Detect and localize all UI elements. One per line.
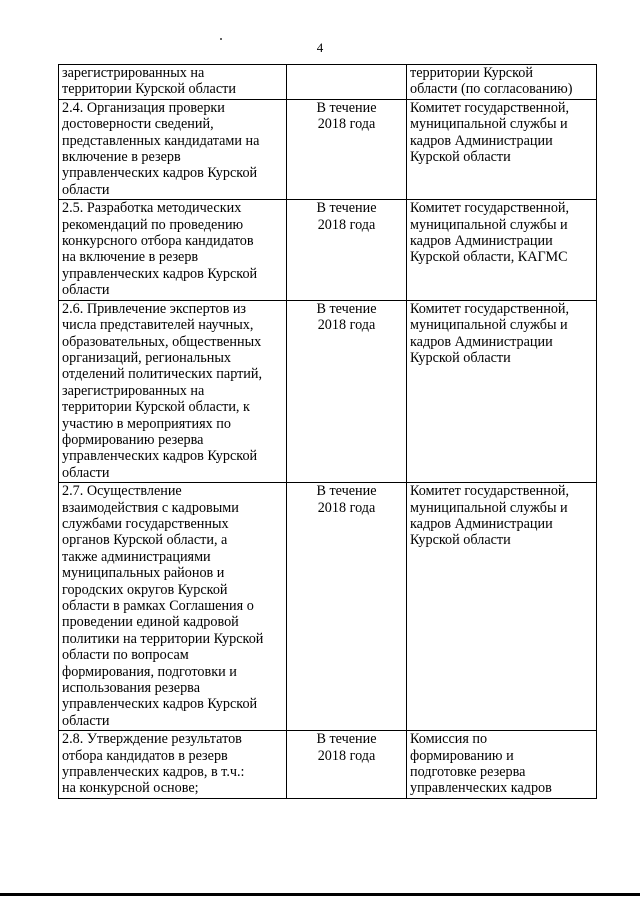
term-cell	[287, 99, 407, 199]
task-cell-line: городских округов Курской	[62, 581, 228, 598]
task-cell-line: формирования, подготовки и	[62, 663, 237, 680]
executor-cell-line: области (по согласованию)	[410, 81, 573, 98]
executor-cell-line: кадров Администрации	[410, 333, 553, 350]
task-cell-line: 2.8. Утверждение результатов	[62, 731, 242, 748]
task-cell-line: службами государственных	[62, 515, 229, 532]
term-cell-line: В течение	[316, 200, 377, 217]
term-cell-line: 2018 года	[317, 216, 376, 233]
task-cell-line: 2.7. Осуществление	[62, 483, 182, 500]
table-row	[59, 300, 597, 482]
task-cell-line: области по вопросам	[62, 647, 189, 664]
executor-cell	[407, 300, 597, 482]
term-cell-line: 2018 года	[317, 747, 376, 764]
term-cell	[287, 65, 407, 100]
task-cell-line: формированию резерва	[62, 431, 204, 448]
task-cell	[59, 300, 287, 482]
executor-cell-line: Курской области	[410, 149, 511, 166]
task-cell-line: зарегистрированных на	[62, 65, 205, 81]
task-cell-line: участию в мероприятиях по	[62, 415, 231, 432]
task-cell-line: территории Курской области, к	[62, 399, 250, 416]
term-cell	[287, 483, 407, 731]
task-cell	[59, 99, 287, 199]
executor-cell-line: управленческих кадров	[410, 780, 552, 797]
executor-cell-line: территории Курской	[410, 65, 533, 81]
task-cell	[59, 483, 287, 731]
table-row	[59, 483, 597, 731]
task-cell	[59, 731, 287, 799]
task-cell-line: числа представителей научных,	[62, 317, 254, 334]
task-cell-line: отделений политических партий,	[62, 366, 263, 383]
executor-cell	[407, 65, 597, 100]
task-cell-line: муниципальных районов и	[62, 565, 225, 582]
task-cell-line: области	[62, 712, 110, 729]
task-cell-line: области	[62, 282, 110, 299]
table-row	[59, 200, 597, 300]
task-cell-line: 2.6. Привлечение экспертов из	[62, 300, 247, 317]
task-cell-line: проведении единой кадровой	[62, 614, 239, 631]
task-cell-line: также администрациями	[62, 548, 211, 565]
executor-cell-line: кадров Администрации	[410, 233, 553, 250]
task-cell-line: на конкурсной основе;	[62, 780, 199, 797]
executor-cell-line: Комитет государственной,	[410, 99, 570, 116]
task-cell-line: включение в резерв	[62, 149, 181, 166]
scan-speck	[220, 38, 222, 40]
executor-cell-line: Комитет государственной,	[410, 300, 570, 317]
executor-cell	[407, 200, 597, 300]
task-cell-line: управленческих кадров Курской	[62, 265, 258, 282]
executor-cell-line: Комитет государственной,	[410, 483, 570, 500]
task-cell-line: области	[62, 464, 110, 481]
term-cell-line: 2018 года	[317, 317, 376, 334]
task-cell-line: органов Курской области, а	[62, 532, 228, 549]
term-cell	[287, 731, 407, 799]
executor-cell-line: муниципальной службы и	[410, 116, 568, 133]
table-row	[59, 65, 597, 100]
task-cell-line: образовательных, общественных	[62, 333, 262, 350]
executor-cell-line: Курской области	[410, 349, 511, 366]
executor-cell-line: формированию и	[410, 747, 514, 764]
task-cell-line: достоверности сведений,	[62, 116, 214, 133]
task-cell-line: управленческих кадров Курской	[62, 696, 258, 713]
task-cell-line: рекомендаций по проведению	[62, 216, 244, 233]
task-cell-line: управленческих кадров, в т.ч.:	[62, 764, 245, 781]
executor-cell-line: кадров Администрации	[410, 132, 553, 149]
executor-cell	[407, 483, 597, 731]
task-cell-line: использования резерва	[62, 680, 200, 697]
task-cell-line: 2.4. Организация проверки	[62, 99, 225, 116]
task-cell-line: управленческих кадров Курской	[62, 165, 258, 182]
term-cell-line: В течение	[316, 99, 377, 116]
bottom-scan-edge	[0, 893, 640, 896]
executor-cell-line: подготовке резерва	[410, 764, 526, 781]
term-cell-line: В течение	[316, 731, 377, 748]
task-cell-line: взаимодействия с кадровыми	[62, 499, 239, 516]
term-cell	[287, 300, 407, 482]
executor-cell-line: муниципальной службы и	[410, 216, 568, 233]
task-cell-line: 2.5. Разработка методических	[62, 200, 242, 217]
task-cell-line: зарегистрированных на	[62, 382, 205, 399]
plan-table	[58, 64, 597, 799]
term-cell-line: 2018 года	[317, 499, 376, 516]
term-cell-line: 2018 года	[317, 116, 376, 133]
task-cell	[59, 200, 287, 300]
term-cell-line: В течение	[316, 300, 377, 317]
executor-cell-line: муниципальной службы и	[410, 317, 568, 334]
task-cell-line: конкурсного отбора кандидатов	[62, 233, 254, 250]
executor-cell-line: муниципальной службы и	[410, 499, 568, 516]
task-cell-line: территории Курской области	[62, 81, 236, 98]
table-row	[59, 731, 597, 799]
executor-cell-line: Комиссия по	[410, 731, 488, 748]
term-cell	[287, 200, 407, 300]
page-number: 4	[316, 40, 324, 55]
task-cell-line: представленных кандидатами на	[62, 132, 260, 149]
executor-cell	[407, 99, 597, 199]
executor-cell-line: Курской области, КАГМС	[410, 249, 568, 266]
executor-cell-line: Курской области	[410, 532, 511, 549]
task-cell-line: области в рамках Соглашения о	[62, 598, 254, 614]
executor-cell-line: Комитет государственной,	[410, 200, 570, 217]
task-cell-line: политики на территории Курской	[62, 630, 264, 647]
executor-cell	[407, 731, 597, 799]
plan-table-body	[59, 65, 597, 799]
task-cell	[59, 65, 287, 100]
task-cell-line: области	[62, 181, 110, 198]
task-cell-line: отбора кандидатов в резерв	[62, 747, 228, 764]
task-cell-line: на включение в резерв	[62, 249, 199, 266]
executor-cell-line: кадров Администрации	[410, 515, 553, 532]
task-cell-line: организаций, региональных	[62, 349, 231, 366]
table-row	[59, 99, 597, 199]
term-cell-line: В течение	[316, 483, 377, 500]
task-cell-line: управленческих кадров Курской	[62, 448, 258, 465]
